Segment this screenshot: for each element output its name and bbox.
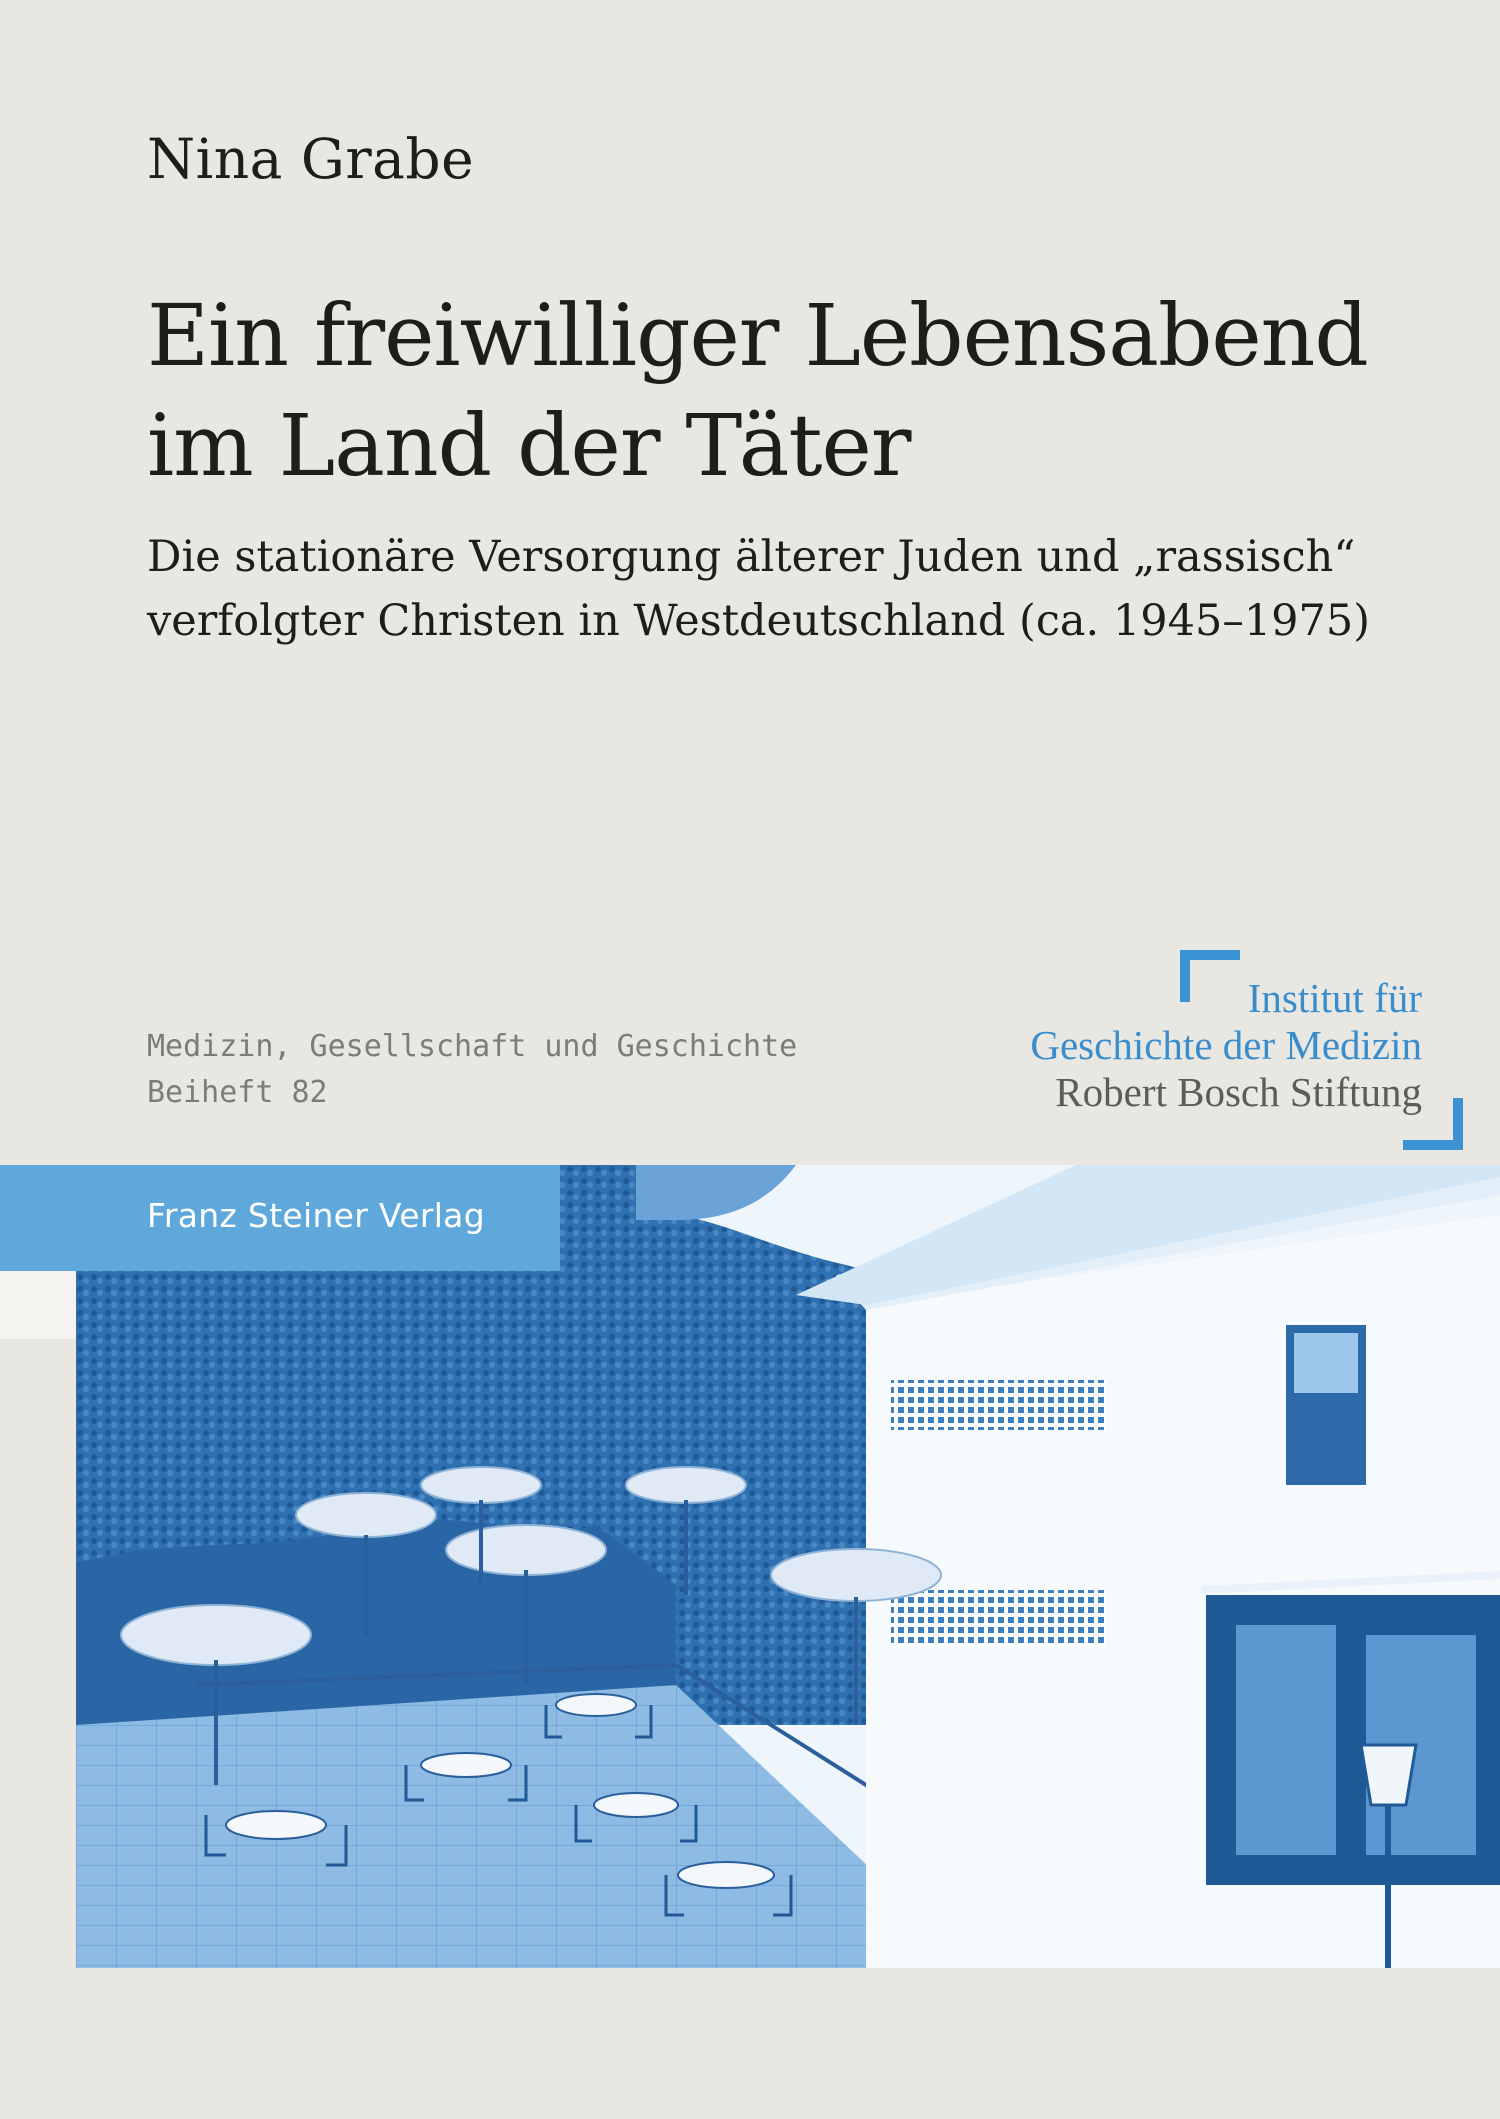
title-line-2: im Land der Täter (147, 397, 911, 496)
author-name: Nina Grabe (147, 127, 475, 191)
terrace-building-photo-icon (76, 1165, 1500, 1968)
series-volume: Beiheft 82 (147, 1075, 328, 1110)
institute-logo (1030, 975, 1422, 1116)
bracket-bottom-right-icon (1403, 1098, 1463, 1150)
subtitle-line-2: verfolgter Christen in Westdeutschland (ca. 1945–1975) (147, 596, 1371, 646)
title-line-1: Ein freiwilliger Lebensabend (147, 287, 1368, 386)
institute-line-2: Geschichte der Medizin (1030, 1022, 1422, 1068)
side-accent-block (0, 1271, 76, 1339)
institute-line-3: Robert Bosch Stiftung (1055, 1069, 1422, 1115)
institute-line-1: Institut für (1247, 975, 1422, 1021)
book-title (147, 282, 1397, 502)
series-name: Medizin, Gesellschaft und Geschichte (147, 1029, 798, 1064)
subtitle-line-1: Die stationäre Versorgung älterer Juden und „rassisch“ (147, 532, 1356, 582)
series-info (147, 1024, 797, 1116)
publisher-name: Franz Steiner Verlag (147, 1196, 485, 1235)
cover-photo (76, 1165, 1500, 1968)
book-subtitle (147, 525, 1427, 653)
